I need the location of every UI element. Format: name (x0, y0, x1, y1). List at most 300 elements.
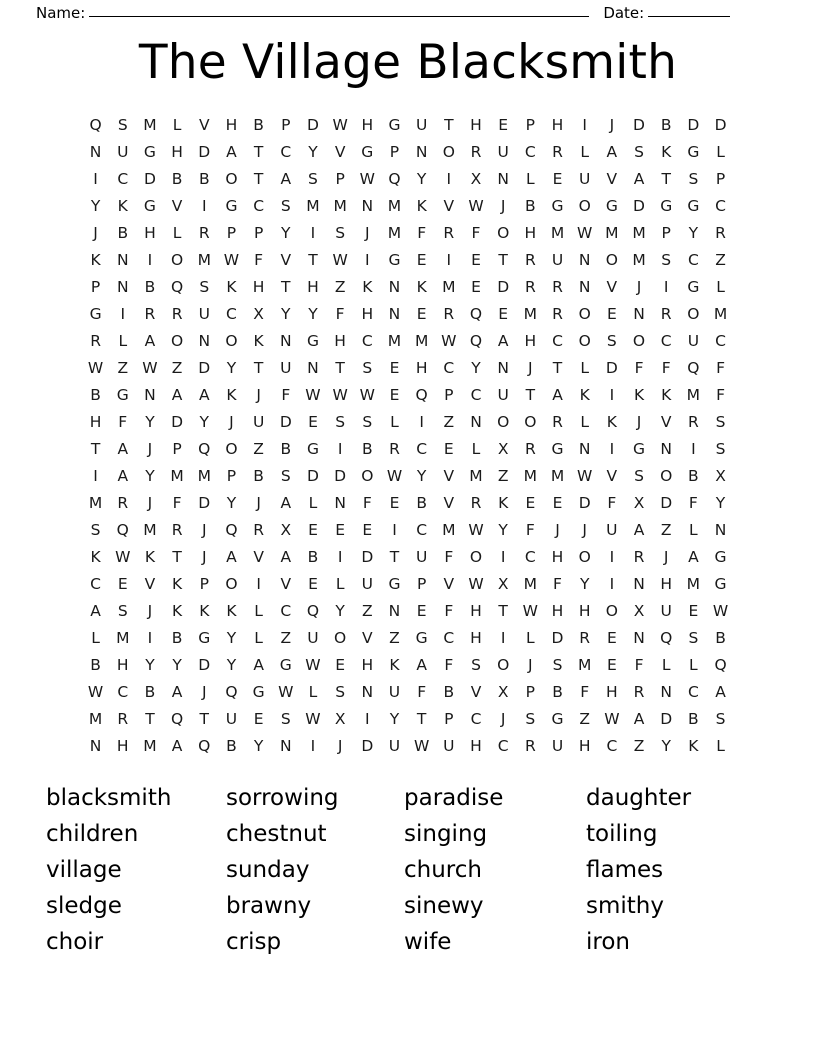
grid-cell[interactable]: S (335, 413, 346, 431)
grid-cell[interactable]: D (143, 170, 156, 188)
grid-cell[interactable]: H (578, 737, 591, 755)
grid-cell[interactable]: K (90, 548, 101, 566)
grid-cell[interactable]: G (388, 575, 401, 593)
grid-cell[interactable]: D (687, 116, 700, 134)
grid-cell[interactable]: F (580, 683, 590, 701)
grid-cell[interactable]: F (118, 413, 128, 431)
word-list-item[interactable]: singing (404, 821, 488, 847)
grid-cell[interactable]: S (362, 413, 373, 431)
grid-cell[interactable]: K (144, 548, 156, 566)
grid-cell[interactable]: R (524, 440, 536, 458)
grid-cell[interactable]: P (416, 575, 427, 593)
grid-cell[interactable]: L (390, 413, 399, 431)
grid-cell[interactable]: K (606, 413, 617, 431)
grid-cell[interactable]: Q (660, 629, 673, 647)
grid-cell[interactable]: Y (498, 521, 508, 539)
grid-cell[interactable]: Y (471, 359, 481, 377)
grid-cell[interactable]: G (605, 197, 618, 215)
grid-cell[interactable]: F (362, 494, 372, 512)
grid-cell[interactable]: B (144, 683, 156, 701)
grid-cell[interactable]: H (144, 224, 156, 242)
grid-cell[interactable]: G (687, 197, 700, 215)
grid-cell[interactable]: U (415, 548, 428, 566)
grid-cell[interactable]: J (256, 494, 261, 512)
grid-cell[interactable]: L (308, 494, 318, 512)
grid-cell[interactable]: W (223, 251, 240, 269)
grid-cell[interactable]: F (444, 602, 454, 620)
grid-cell[interactable]: W (604, 710, 620, 728)
grid-cell[interactable]: M (306, 197, 320, 215)
grid-cell[interactable]: I (337, 548, 343, 566)
grid-cell[interactable]: Y (145, 413, 155, 431)
grid-cell[interactable]: O (578, 548, 591, 566)
grid-cell[interactable]: J (147, 602, 153, 620)
grid-cell[interactable]: O (334, 629, 347, 647)
grid-cell[interactable]: U (117, 143, 129, 161)
grid-cell[interactable]: C (253, 197, 265, 215)
grid-cell[interactable]: K (90, 251, 101, 269)
grid-cell[interactable]: S (280, 710, 291, 728)
grid-cell[interactable]: Q (415, 386, 428, 404)
grid-cell[interactable]: S (552, 656, 563, 674)
grid-cell[interactable]: L (716, 143, 725, 161)
grid-cell[interactable]: G (714, 548, 727, 566)
grid-cell[interactable]: B (226, 737, 237, 755)
grid-cell[interactable]: D (633, 197, 645, 215)
grid-cell[interactable]: W (441, 332, 457, 350)
grid-cell[interactable]: S (362, 359, 373, 377)
grid-cell[interactable]: M (387, 197, 402, 215)
grid-cell[interactable]: V (253, 548, 264, 566)
grid-cell[interactable]: A (117, 467, 129, 485)
grid-cell[interactable]: I (419, 413, 424, 431)
grid-cell[interactable]: H (470, 116, 482, 134)
grid-cell[interactable]: M (170, 467, 184, 485)
grid-cell[interactable]: S (280, 467, 291, 485)
grid-cell[interactable]: N (388, 602, 401, 620)
grid-cell[interactable]: I (500, 548, 506, 566)
grid-cell[interactable]: P (389, 143, 400, 161)
grid-cell[interactable]: E (471, 278, 481, 296)
grid-cell[interactable]: T (416, 710, 427, 728)
grid-cell[interactable]: X (633, 602, 645, 620)
grid-cell[interactable]: Q (171, 710, 184, 728)
grid-cell[interactable]: J (256, 386, 261, 404)
grid-cell[interactable]: J (201, 548, 207, 566)
grid-cell[interactable]: W (115, 548, 131, 566)
grid-cell[interactable]: Q (306, 602, 320, 620)
grid-cell[interactable]: J (528, 656, 533, 674)
grid-cell[interactable]: Y (199, 413, 209, 431)
grid-cell[interactable]: N (198, 332, 211, 350)
grid-cell[interactable]: N (633, 575, 645, 593)
grid-cell[interactable]: R (470, 143, 482, 161)
grid-cell[interactable]: E (117, 575, 128, 593)
grid-cell[interactable]: E (606, 656, 617, 674)
grid-cell[interactable]: I (120, 305, 126, 323)
grid-cell[interactable]: U (551, 737, 564, 755)
grid-cell[interactable]: Z (334, 278, 346, 296)
grid-cell[interactable]: H (551, 602, 564, 620)
grid-cell[interactable]: C (416, 440, 428, 458)
grid-cell[interactable]: C (524, 548, 536, 566)
grid-cell[interactable]: J (147, 494, 153, 512)
grid-cell[interactable]: E (389, 494, 400, 512)
grid-cell[interactable]: G (361, 143, 374, 161)
grid-cell[interactable]: V (362, 629, 373, 647)
grid-cell[interactable]: H (578, 602, 591, 620)
grid-cell[interactable]: J (663, 548, 669, 566)
grid-cell[interactable]: B (688, 710, 699, 728)
grid-cell[interactable]: M (686, 386, 701, 404)
grid-cell[interactable]: X (334, 710, 346, 728)
grid-cell[interactable]: Y (226, 359, 237, 377)
grid-cell[interactable]: A (171, 683, 183, 701)
grid-cell[interactable]: N (144, 386, 156, 404)
grid-cell[interactable]: S (606, 332, 617, 350)
grid-cell[interactable]: X (470, 170, 482, 188)
word-list-item[interactable]: sorrowing (226, 785, 339, 811)
grid-cell[interactable]: I (609, 575, 615, 593)
grid-cell[interactable]: G (687, 278, 700, 296)
grid-cell[interactable]: N (470, 413, 482, 431)
grid-cell[interactable]: M (550, 467, 565, 485)
grid-cell[interactable]: J (500, 197, 506, 215)
grid-cell[interactable]: F (172, 494, 182, 512)
grid-cell[interactable]: J (500, 710, 506, 728)
grid-cell[interactable]: A (90, 602, 101, 620)
grid-cell[interactable]: G (551, 440, 564, 458)
grid-cell[interactable]: U (252, 413, 265, 431)
grid-cell[interactable]: D (605, 359, 618, 377)
grid-cell[interactable]: N (279, 332, 292, 350)
grid-cell[interactable]: E (389, 359, 400, 377)
grid-cell[interactable]: P (525, 683, 536, 701)
grid-cell[interactable]: P (444, 710, 454, 728)
grid-cell[interactable]: B (443, 683, 455, 701)
grid-cell[interactable]: N (388, 278, 401, 296)
grid-cell[interactable]: O (497, 224, 510, 242)
grid-cell[interactable]: D (361, 548, 374, 566)
grid-cell[interactable]: X (497, 575, 509, 593)
grid-cell[interactable]: L (254, 629, 263, 647)
grid-cell[interactable]: S (688, 629, 699, 647)
grid-cell[interactable]: C (416, 521, 428, 539)
grid-cell[interactable]: C (715, 332, 726, 350)
grid-cell[interactable]: R (552, 278, 563, 296)
grid-cell[interactable]: N (497, 359, 509, 377)
grid-cell[interactable]: D (198, 143, 211, 161)
grid-cell[interactable]: A (198, 386, 210, 404)
word-list-item[interactable]: village (46, 857, 122, 883)
grid-cell[interactable]: T (498, 251, 508, 269)
grid-cell[interactable]: I (500, 629, 506, 647)
grid-cell[interactable]: Z (660, 521, 672, 539)
grid-cell[interactable]: V (280, 575, 292, 593)
grid-cell[interactable]: E (253, 710, 264, 728)
grid-cell[interactable]: W (577, 224, 593, 242)
grid-cell[interactable]: E (688, 602, 699, 620)
grid-cell[interactable]: T (90, 440, 101, 458)
grid-cell[interactable]: Q (198, 440, 211, 458)
grid-cell[interactable]: N (361, 683, 374, 701)
grid-cell[interactable]: U (687, 332, 700, 350)
grid-cell[interactable]: A (497, 332, 509, 350)
grid-cell[interactable]: M (686, 575, 701, 593)
grid-cell[interactable]: U (660, 602, 672, 620)
grid-cell[interactable]: Q (469, 332, 483, 350)
grid-cell[interactable]: D (633, 116, 645, 134)
grid-cell[interactable]: M (414, 332, 429, 350)
grid-cell[interactable]: V (606, 467, 618, 485)
grid-cell[interactable]: W (468, 575, 484, 593)
grid-cell[interactable]: U (497, 143, 509, 161)
grid-cell[interactable]: B (90, 656, 101, 674)
grid-cell[interactable]: V (443, 197, 455, 215)
word-list-item[interactable]: church (404, 857, 482, 883)
grid-cell[interactable]: D (198, 494, 211, 512)
grid-cell[interactable]: B (253, 467, 264, 485)
grid-cell[interactable]: Y (253, 737, 264, 755)
grid-cell[interactable]: K (579, 386, 590, 404)
grid-cell[interactable]: I (147, 251, 153, 269)
grid-cell[interactable]: R (552, 413, 563, 431)
grid-cell[interactable]: O (578, 197, 591, 215)
grid-cell[interactable]: C (280, 602, 292, 620)
grid-cell[interactable]: N (578, 251, 591, 269)
grid-cell[interactable]: C (117, 170, 129, 188)
grid-cell[interactable]: N (497, 170, 509, 188)
grid-cell[interactable]: R (389, 440, 400, 458)
grid-cell[interactable]: Y (335, 602, 345, 620)
grid-cell[interactable]: O (497, 656, 510, 674)
word-list-item[interactable]: wife (404, 929, 452, 955)
word-list-item[interactable]: toiling (586, 821, 658, 847)
grid-cell[interactable]: I (93, 467, 98, 485)
grid-cell[interactable]: H (470, 602, 482, 620)
grid-cell[interactable]: R (443, 224, 455, 242)
grid-cell[interactable]: L (661, 656, 671, 674)
grid-cell[interactable]: T (199, 710, 209, 728)
grid-cell[interactable]: D (198, 656, 211, 674)
grid-cell[interactable]: M (143, 116, 157, 134)
grid-cell[interactable]: J (201, 683, 207, 701)
grid-cell[interactable]: B (416, 494, 427, 512)
grid-cell[interactable]: M (713, 305, 728, 323)
grid-cell[interactable]: N (334, 494, 346, 512)
grid-cell[interactable]: D (660, 710, 673, 728)
grid-cell[interactable]: B (171, 629, 183, 647)
grid-cell[interactable]: G (116, 386, 129, 404)
grid-cell[interactable]: O (605, 251, 618, 269)
grid-cell[interactable]: F (716, 386, 725, 404)
grid-cell[interactable]: I (201, 197, 207, 215)
grid-cell[interactable]: N (660, 683, 672, 701)
grid-cell[interactable]: W (359, 170, 375, 188)
grid-cell[interactable]: C (552, 332, 563, 350)
grid-cell[interactable]: R (253, 521, 264, 539)
grid-cell[interactable]: H (660, 575, 673, 593)
word-list-item[interactable]: flames (586, 857, 664, 883)
grid-cell[interactable]: B (253, 116, 264, 134)
grid-cell[interactable]: H (89, 413, 102, 431)
grid-cell[interactable]: P (172, 440, 182, 458)
grid-cell[interactable]: K (416, 197, 427, 215)
grid-cell[interactable]: U (497, 386, 509, 404)
grid-cell[interactable]: M (88, 494, 103, 512)
grid-cell[interactable]: H (361, 305, 374, 323)
grid-cell[interactable]: V (606, 278, 618, 296)
grid-cell[interactable]: S (335, 683, 346, 701)
grid-cell[interactable]: G (143, 143, 156, 161)
grid-cell[interactable]: H (551, 116, 564, 134)
grid-cell[interactable]: M (632, 251, 646, 269)
grid-cell[interactable]: C (687, 251, 699, 269)
grid-cell[interactable]: Y (226, 629, 237, 647)
grid-cell[interactable]: U (551, 251, 564, 269)
grid-cell[interactable]: O (225, 440, 238, 458)
grid-cell[interactable]: J (582, 521, 587, 539)
grid-cell[interactable]: X (715, 467, 726, 485)
grid-cell[interactable]: U (225, 710, 238, 728)
grid-cell[interactable]: N (633, 629, 645, 647)
grid-cell[interactable]: C (497, 737, 509, 755)
grid-cell[interactable]: R (443, 305, 455, 323)
grid-cell[interactable]: L (580, 413, 589, 431)
grid-cell[interactable]: C (226, 305, 237, 323)
grid-cell[interactable]: H (524, 224, 537, 242)
name-input-line[interactable] (89, 16, 589, 17)
word-list-item[interactable]: children (46, 821, 139, 847)
grid-cell[interactable]: D (497, 278, 510, 296)
grid-cell[interactable]: Y (308, 305, 318, 323)
grid-cell[interactable]: C (524, 143, 536, 161)
grid-cell[interactable]: L (689, 656, 698, 674)
grid-cell[interactable]: J (201, 521, 207, 539)
grid-cell[interactable]: O (171, 332, 184, 350)
grid-cell[interactable]: I (365, 251, 370, 269)
grid-cell[interactable]: P (715, 170, 726, 188)
grid-cell[interactable]: I (446, 251, 452, 269)
grid-cell[interactable]: I (310, 737, 316, 755)
grid-cell[interactable]: N (361, 197, 374, 215)
grid-cell[interactable]: M (197, 467, 211, 485)
grid-cell[interactable]: D (171, 413, 184, 431)
grid-cell[interactable]: D (306, 467, 319, 485)
grid-cell[interactable]: A (280, 170, 292, 188)
grid-cell[interactable]: A (606, 143, 618, 161)
grid-cell[interactable]: Z (117, 359, 129, 377)
grid-cell[interactable]: V (443, 467, 455, 485)
grid-cell[interactable]: F (417, 224, 427, 242)
grid-cell[interactable]: H (361, 116, 374, 134)
grid-cell[interactable]: E (498, 305, 509, 323)
grid-cell[interactable]: U (606, 521, 618, 539)
grid-cell[interactable]: E (335, 656, 346, 674)
grid-cell[interactable]: T (498, 602, 508, 620)
grid-cell[interactable]: G (687, 143, 700, 161)
grid-cell[interactable]: S (634, 143, 644, 161)
grid-cell[interactable]: C (280, 143, 292, 161)
grid-cell[interactable]: L (716, 737, 725, 755)
word-list-item[interactable]: sinewy (404, 893, 484, 919)
grid-cell[interactable]: E (606, 629, 617, 647)
grid-cell[interactable]: Q (469, 305, 483, 323)
grid-cell[interactable]: P (90, 278, 101, 296)
grid-cell[interactable]: Z (497, 467, 509, 485)
grid-cell[interactable]: D (279, 413, 292, 431)
grid-cell[interactable]: Z (280, 629, 292, 647)
grid-cell[interactable]: M (632, 224, 646, 242)
grid-cell[interactable]: M (143, 521, 157, 539)
grid-cell[interactable]: A (226, 143, 237, 161)
grid-cell[interactable]: W (87, 683, 104, 701)
grid-cell[interactable]: A (144, 332, 156, 350)
grid-cell[interactable]: Q (171, 278, 184, 296)
grid-cell[interactable]: M (197, 251, 211, 269)
grid-cell[interactable]: M (577, 656, 592, 674)
grid-cell[interactable]: H (361, 656, 374, 674)
grid-cell[interactable]: L (716, 278, 725, 296)
grid-cell[interactable]: R (552, 143, 563, 161)
grid-cell[interactable]: O (442, 143, 455, 161)
grid-cell[interactable]: E (471, 251, 481, 269)
grid-cell[interactable]: H (334, 332, 346, 350)
grid-cell[interactable]: P (253, 224, 264, 242)
grid-cell[interactable]: Q (388, 170, 401, 188)
grid-cell[interactable]: I (337, 440, 343, 458)
grid-cell[interactable]: C (361, 332, 373, 350)
grid-cell[interactable]: H (470, 737, 482, 755)
grid-cell[interactable]: U (361, 575, 373, 593)
grid-cell[interactable]: S (525, 710, 536, 728)
grid-cell[interactable]: I (256, 575, 261, 593)
grid-cell[interactable]: Y (145, 656, 155, 674)
word-list-item[interactable]: blacksmith (46, 785, 172, 811)
grid-cell[interactable]: C (715, 197, 726, 215)
grid-cell[interactable]: A (280, 494, 292, 512)
grid-cell[interactable]: F (553, 575, 562, 593)
grid-cell[interactable]: P (444, 386, 454, 404)
grid-cell[interactable]: P (661, 224, 671, 242)
grid-cell[interactable]: E (416, 602, 427, 620)
grid-cell[interactable]: Y (416, 467, 427, 485)
grid-cell[interactable]: J (636, 413, 642, 431)
grid-cell[interactable]: M (605, 224, 619, 242)
grid-cell[interactable]: E (552, 494, 563, 512)
grid-cell[interactable]: G (279, 656, 292, 674)
grid-cell[interactable]: F (634, 359, 644, 377)
grid-cell[interactable]: K (226, 386, 237, 404)
grid-cell[interactable]: M (387, 224, 402, 242)
grid-cell[interactable]: C (90, 575, 101, 593)
grid-cell[interactable]: A (715, 683, 726, 701)
grid-cell[interactable]: O (578, 305, 591, 323)
grid-cell[interactable]: D (198, 359, 211, 377)
grid-cell[interactable]: V (198, 116, 210, 134)
grid-cell[interactable]: Y (145, 467, 155, 485)
grid-cell[interactable]: Q (116, 521, 129, 539)
grid-cell[interactable]: R (715, 224, 726, 242)
grid-cell[interactable]: B (361, 440, 373, 458)
grid-cell[interactable]: M (442, 521, 456, 539)
grid-cell[interactable]: W (522, 602, 538, 620)
word-list-item[interactable]: chestnut (226, 821, 327, 847)
grid-cell[interactable]: A (633, 521, 645, 539)
grid-cell[interactable]: G (415, 629, 428, 647)
grid-cell[interactable]: O (632, 332, 646, 350)
grid-cell[interactable]: J (147, 440, 153, 458)
